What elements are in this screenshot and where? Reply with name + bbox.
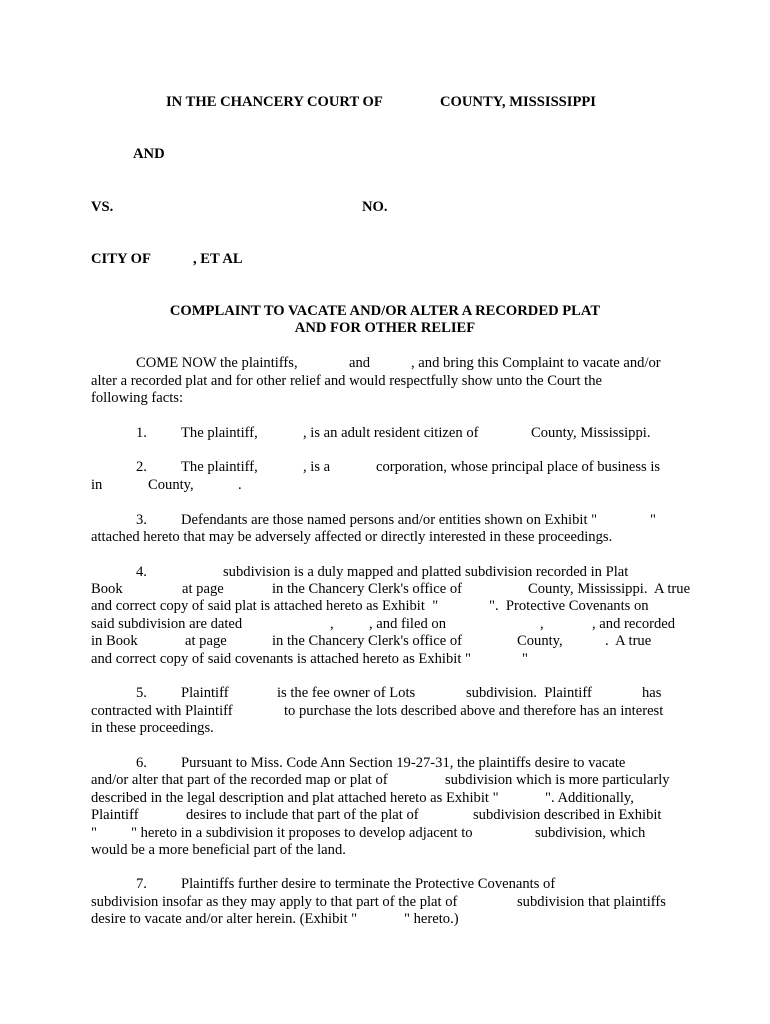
paragraph-text: , and filed on xyxy=(369,616,447,632)
paragraph-text: Plaintiffs further desire to terminate the Protective Covenants of xyxy=(181,876,556,892)
paragraph-text: desire to vacate and/or alter herein. (Exhibit " xyxy=(91,911,358,927)
paragraph-text: subdivision that plaintiffs xyxy=(517,894,666,910)
paragraph-number: 3. xyxy=(136,512,147,528)
paragraph-text: subdivision. Plaintiff xyxy=(466,685,592,701)
document-title: COMPLAINT TO VACATE AND/OR ALTER A RECORDED PLAT xyxy=(169,303,601,319)
paragraph-text: , xyxy=(540,616,544,632)
caption-and: AND xyxy=(133,146,165,162)
paragraph-text: County, Mississippi. xyxy=(531,425,651,441)
court-heading: IN THE CHANCERY COURT OF xyxy=(166,94,383,110)
paragraph-text: desires to include that part of the plat of xyxy=(186,807,419,823)
intro-text: , and bring this Complaint to vacate and/or xyxy=(411,355,661,371)
court-county: COUNTY, MISSISSIPPI xyxy=(440,94,596,110)
paragraph-text: ". Additionally, xyxy=(545,790,634,806)
paragraph-text: at page xyxy=(182,581,224,597)
paragraph-text: ". Protective Covenants on xyxy=(489,598,649,614)
paragraph-text: in xyxy=(91,477,103,493)
paragraph-text: in these proceedings. xyxy=(91,720,214,736)
paragraph-text: in Book xyxy=(91,633,138,649)
paragraph-text: . A true xyxy=(605,633,652,649)
intro-text: and xyxy=(349,355,371,371)
paragraph-text: subdivision insofar as they may apply to that part of the plat of xyxy=(91,894,458,910)
paragraph-text: described in the legal description and plat attached hereto as Exhibit " xyxy=(91,790,499,806)
paragraph-text: contracted with Plaintiff xyxy=(91,703,233,719)
paragraph-number: 1. xyxy=(136,425,147,441)
paragraph-text: subdivision, which xyxy=(535,825,646,841)
paragraph-text: has xyxy=(642,685,662,701)
paragraph-text: in the Chancery Clerk's office of xyxy=(272,633,462,649)
paragraph-text: subdivision is a duly mapped and platted subdivision recorded in Plat xyxy=(223,564,629,580)
paragraph-text: " xyxy=(522,651,528,667)
paragraph-text: and correct copy of said covenants is attached hereto as Exhibit " xyxy=(91,651,471,667)
paragraph-text: " xyxy=(91,825,97,841)
paragraph-number: 5. xyxy=(136,685,147,701)
paragraph-text: Defendants are those named persons and/or entities shown on Exhibit " xyxy=(181,512,598,528)
paragraph-text: attached hereto that may be adversely affected or directly interested in these proceedings. xyxy=(91,529,613,545)
paragraph-text: , is a xyxy=(303,459,331,475)
document-subtitle: AND FOR OTHER RELIEF xyxy=(294,320,476,336)
paragraph-number: 4. xyxy=(136,564,147,580)
intro-text: alter a recorded plat and for other relief and would respectfully show unto the Court the xyxy=(91,373,603,389)
paragraph-text: , is an adult resident citizen of xyxy=(303,425,479,441)
caption-et-al: , ET AL xyxy=(193,251,243,267)
paragraph-text: , and recorded xyxy=(592,616,676,632)
paragraph-text: said subdivision are dated xyxy=(91,616,243,632)
paragraph-text: Plaintiff xyxy=(181,685,229,701)
paragraph-text: " hereto in a subdivision it proposes to develop adjacent to xyxy=(131,825,473,841)
paragraph-text: Book xyxy=(91,581,123,597)
intro-text: COME NOW the plaintiffs, xyxy=(136,355,298,371)
paragraph-text: to purchase the lots described above and therefore has an interest xyxy=(284,703,664,719)
caption-city-of: CITY OF xyxy=(91,251,151,267)
paragraph-number: 2. xyxy=(136,459,147,475)
paragraph-text: " hereto.) xyxy=(404,911,459,927)
paragraph-text: " xyxy=(650,512,656,528)
paragraph-text: subdivision described in Exhibit xyxy=(473,807,662,823)
paragraph-text: . xyxy=(238,477,242,493)
caption-vs: VS. xyxy=(91,199,114,215)
paragraph-text: Pursuant to Miss. Code Ann Section 19-27-31, the plaintiffs desire to vacate xyxy=(181,755,626,771)
paragraph-number: 7. xyxy=(136,876,147,892)
paragraph-text: in the Chancery Clerk's office of xyxy=(272,581,462,597)
paragraph-text: Plaintiff xyxy=(91,807,139,823)
paragraph-text: County, xyxy=(517,633,563,649)
paragraph-text: is the fee owner of Lots xyxy=(277,685,416,701)
paragraph-text: corporation, whose principal place of business is xyxy=(376,459,661,475)
paragraph-text: subdivision which is more particularly xyxy=(445,772,670,788)
paragraph-text: County, Mississippi. A true xyxy=(528,581,691,597)
paragraph-text: County, xyxy=(148,477,194,493)
paragraph-text: The plaintiff, xyxy=(181,459,258,475)
paragraph-text: would be a more beneficial part of the land. xyxy=(91,842,346,858)
paragraph-text: The plaintiff, xyxy=(181,425,258,441)
paragraph-number: 6. xyxy=(136,755,147,771)
paragraph-text: at page xyxy=(185,633,227,649)
caption-no: NO. xyxy=(362,199,388,215)
paragraph-text: and/or alter that part of the recorded map or plat of xyxy=(91,772,388,788)
intro-text: following facts: xyxy=(91,390,184,406)
paragraph-text: and correct copy of said plat is attached hereto as Exhibit " xyxy=(91,598,439,614)
paragraph-text: , xyxy=(330,616,334,632)
